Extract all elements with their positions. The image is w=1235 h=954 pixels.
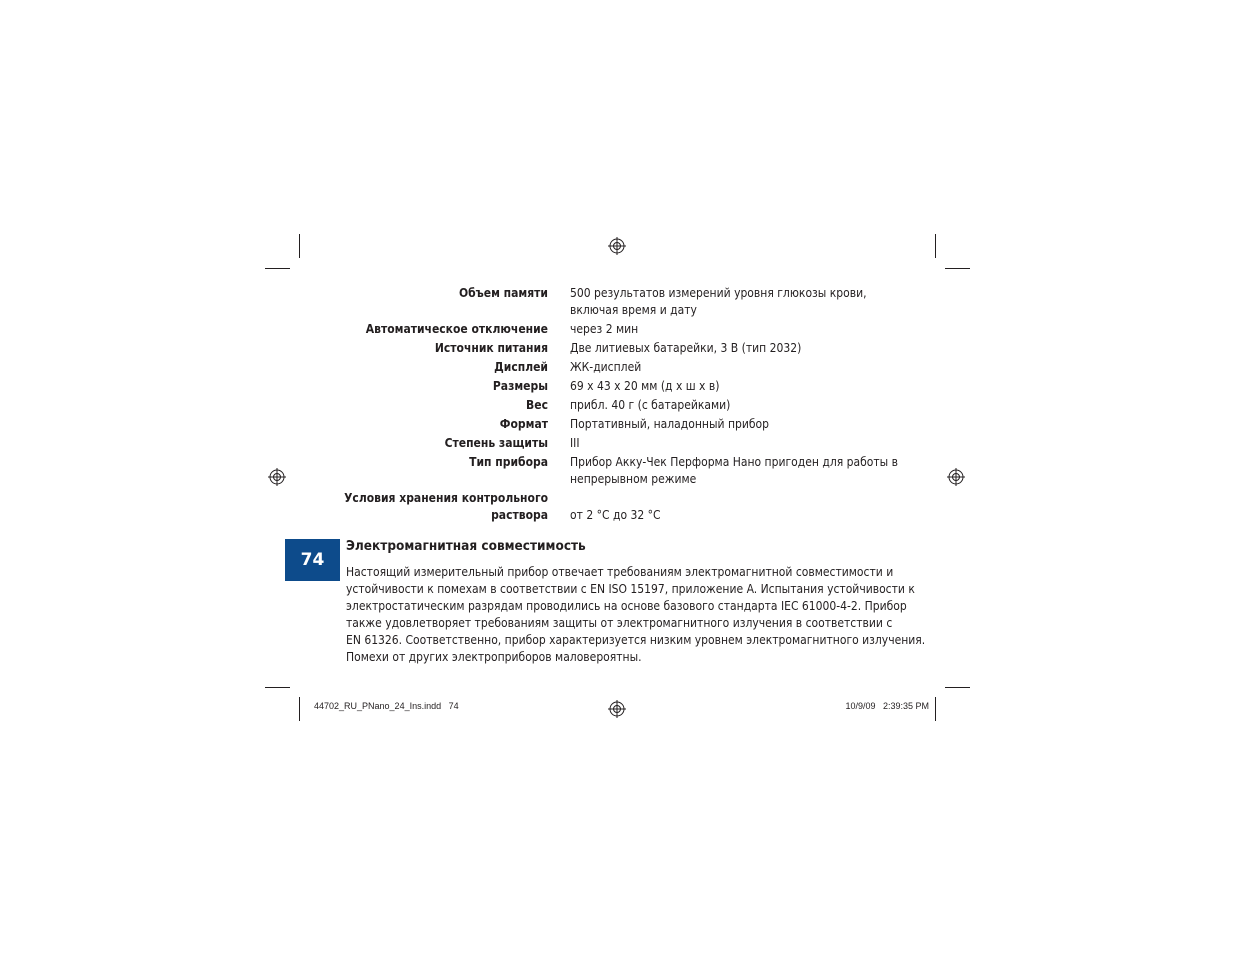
registration-mark-icon — [608, 237, 626, 255]
spec-label: Источник питания — [434, 341, 548, 355]
spec-label: Вес — [526, 398, 548, 412]
registration-mark-icon — [268, 468, 286, 486]
spec-value: Две литиевых батарейки, 3 В (тип 2032) — [570, 341, 802, 355]
spec-label — [290, 490, 548, 524]
specifications-table — [290, 285, 910, 524]
footer-timestamp: 10/9/09 2:39:35 PM — [845, 701, 929, 711]
spec-row-storage — [290, 490, 910, 524]
crop-mark — [299, 697, 300, 721]
spec-value: III — [570, 436, 580, 450]
spec-row-display — [290, 359, 910, 376]
spec-row-power — [290, 340, 910, 357]
spec-value-line: Прибор Акку-Чек Перформа Нано пригоден для работы в — [570, 455, 898, 469]
spec-row-auto-off — [290, 321, 910, 338]
body-line: Помехи от других электроприборов маловероятны. — [346, 650, 642, 664]
spec-label: Степень защиты — [444, 436, 548, 450]
spec-value — [570, 285, 900, 319]
crop-mark — [299, 234, 300, 258]
spec-value-line: от 2 °C до 32 °C — [570, 508, 661, 522]
spec-value: 69 x 43 x 20 мм (д x ш x в) — [570, 379, 720, 393]
crop-mark — [935, 234, 936, 258]
spec-value — [570, 454, 900, 488]
spec-row-protection — [290, 435, 910, 452]
spec-label: Автоматическое отключение — [365, 322, 548, 336]
spec-value — [570, 490, 900, 524]
body-line: электростатическим разрядам проводились на основе базового стандарта IEC 61000-4-2. Прибор — [346, 599, 907, 613]
spec-label: Тип прибора — [469, 455, 548, 469]
spec-row-format — [290, 416, 910, 433]
spec-value: через 2 мин — [570, 322, 639, 336]
section-body — [346, 564, 926, 666]
crop-mark — [265, 268, 290, 269]
spec-label: Размеры — [492, 379, 548, 393]
spec-row-weight — [290, 397, 910, 414]
registration-mark-icon — [608, 700, 626, 718]
body-line: Настоящий измерительный прибор отвечает требованиям электромагнитной совместимости и — [346, 565, 894, 579]
registration-mark-icon — [947, 468, 965, 486]
body-line: EN 61326. Соответственно, прибор характеризуется низким уровнем электромагнитного излучения. — [346, 633, 926, 647]
page-number-badge: 74 — [285, 539, 340, 581]
spec-value-line: включая время и дату — [570, 303, 697, 317]
crop-mark — [265, 687, 290, 688]
body-line: устойчивости к помехам в соответствии с EN ISO 15197, приложение A. Испытания устойчивости к — [346, 582, 915, 596]
spec-label-line: раствора — [491, 508, 548, 522]
spec-value: прибл. 40 г (с батарейками) — [570, 398, 731, 412]
crop-mark — [945, 687, 970, 688]
spec-label: Дисплей — [494, 360, 548, 374]
spec-value: ЖК-дисплей — [570, 360, 642, 374]
section-title: Электромагнитная совместимость — [346, 538, 586, 554]
spec-value-line: непрерывном режиме — [570, 472, 697, 486]
spec-label: Формат — [499, 417, 548, 431]
spec-row-device-type — [290, 454, 910, 488]
spec-value-line: 500 результатов измерений уровня глюкозы крови, — [570, 286, 867, 300]
spec-label: Объем памяти — [458, 286, 548, 300]
spec-row-memory — [290, 285, 910, 319]
spec-row-dimensions — [290, 378, 910, 395]
spec-label-line: Условия хранения контрольного — [344, 491, 548, 505]
spec-value-line — [570, 490, 900, 507]
body-line: также удовлетворяет требованиям защиты от электромагнитного излучения в соответствии с — [346, 616, 893, 630]
footer-file-info: 44702_RU_PNano_24_Ins.indd 74 — [314, 701, 459, 711]
spec-value: Портативный, наладонный прибор — [570, 417, 769, 431]
crop-mark — [945, 268, 970, 269]
crop-mark — [935, 697, 936, 721]
